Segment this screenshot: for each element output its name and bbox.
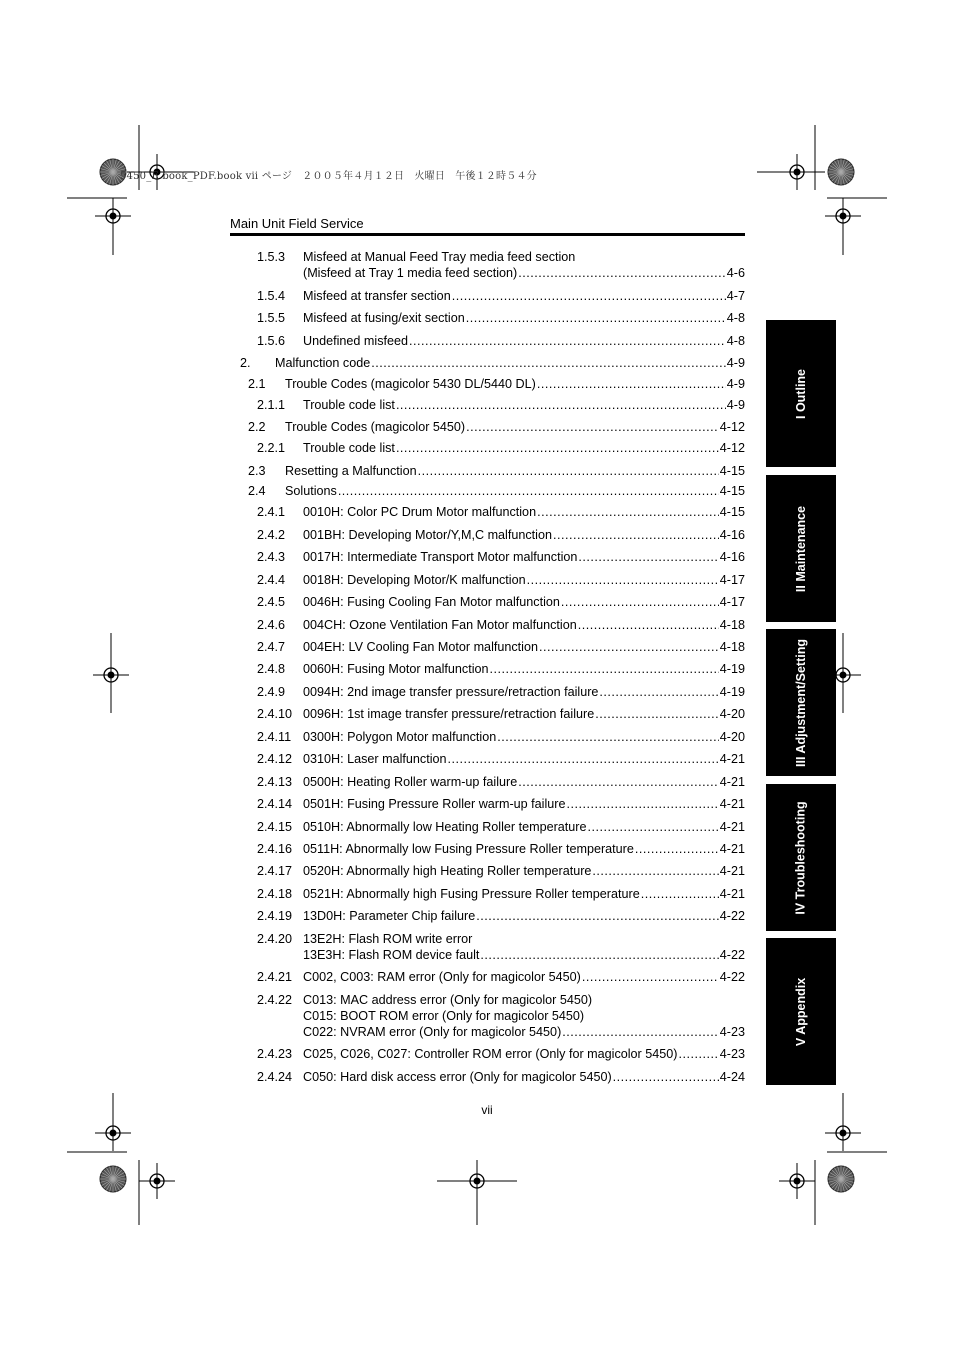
toc-entry[interactable] xyxy=(230,440,745,456)
dot-leader xyxy=(641,886,719,902)
toc-entry[interactable] xyxy=(230,463,745,479)
color-rosette-icon xyxy=(828,159,854,185)
dot-leader xyxy=(578,549,718,565)
toc-entry-number: 1.5.6 xyxy=(257,334,286,348)
section-tab-label: IV Troubleshooting xyxy=(794,800,809,915)
section-tab[interactable] xyxy=(766,475,836,622)
dot-leader xyxy=(418,463,719,479)
toc-entry[interactable] xyxy=(230,1046,745,1062)
toc-entry-title: 0046H: Fusing Cooling Fan Motor malfunction xyxy=(303,595,560,609)
toc-entry-title: Undefined misfeed xyxy=(303,334,409,348)
toc-entry[interactable] xyxy=(230,527,745,543)
toc-entry-title: 0520H: Abnormally high Heating Roller temperature xyxy=(303,864,592,878)
toc-entry-page: 4-23 xyxy=(719,1047,745,1061)
toc-entry[interactable] xyxy=(230,729,745,745)
dot-leader xyxy=(452,288,726,304)
toc-entry-title: 0511H: Abnormally low Fusing Pressure Roller temperature xyxy=(303,842,634,856)
section-tab[interactable] xyxy=(766,320,836,467)
toc-entry-title: Misfeed at Manual Feed Tray media feed section xyxy=(303,250,576,264)
toc-entry-number: 2.4.5 xyxy=(257,595,286,609)
toc-entry-number: 1.5.5 xyxy=(257,311,286,325)
toc-entry-number: 2.4.10 xyxy=(257,707,293,721)
toc-entry-title: C022: NVRAM error (Only for magicolor 5450) xyxy=(303,1025,562,1039)
page-number: vii xyxy=(481,1103,493,1117)
toc-entry-title: 0310H: Laser malfunction xyxy=(303,752,447,766)
toc-entry-number: 2.4.7 xyxy=(257,640,286,654)
toc-entry[interactable] xyxy=(230,863,745,879)
toc-entry[interactable] xyxy=(230,310,745,326)
color-rosette-icon xyxy=(100,1166,126,1192)
toc-entry-number: 2.2 xyxy=(248,420,266,434)
toc-entry-page: 4-15 xyxy=(719,505,745,519)
toc-entry-number: 2.4.12 xyxy=(257,752,293,766)
dot-leader xyxy=(497,729,719,745)
section-tab-label: III Adjustment/Setting xyxy=(794,638,809,767)
toc-entry[interactable] xyxy=(230,288,745,304)
toc-entry-number: 2.4 xyxy=(248,484,266,498)
toc-entry-number: 2.4.20 xyxy=(257,932,293,946)
dot-leader xyxy=(371,355,726,371)
toc-entry[interactable] xyxy=(230,1069,745,1085)
toc-entry-title: 0060H: Fusing Motor malfunction xyxy=(303,662,489,676)
toc-entry-page: 4-20 xyxy=(719,730,745,744)
toc-entry-title: C050: Hard disk access error (Only for magicolor 5450) xyxy=(303,1070,612,1084)
toc-entry-page: 4-6 xyxy=(726,266,745,280)
dot-leader xyxy=(466,419,719,435)
toc-entry-title: Resetting a Malfunction xyxy=(285,464,417,478)
toc-entry-page: 4-19 xyxy=(719,662,745,676)
toc-entry[interactable] xyxy=(230,617,745,633)
toc-entry-number: 2.1.1 xyxy=(257,398,286,412)
toc-entry-title: Misfeed at fusing/exit section xyxy=(303,311,465,325)
toc-entry-page: 4-15 xyxy=(719,484,745,498)
toc-entry-page: 4-21 xyxy=(719,842,745,856)
dot-leader xyxy=(595,706,719,722)
section-tab[interactable] xyxy=(766,629,836,776)
toc-entry-title: 0501H: Fusing Pressure Roller warm-up failure xyxy=(303,797,566,811)
toc-entry-page: 4-21 xyxy=(719,797,745,811)
section-tab-label: I Outline xyxy=(794,368,808,419)
toc-entry[interactable] xyxy=(230,992,745,1040)
toc-entry-title: 004CH: Ozone Ventilation Fan Motor malfunction xyxy=(303,618,577,632)
toc-entry-number: 2. xyxy=(240,356,251,370)
toc-entry[interactable] xyxy=(230,594,745,610)
toc-entry-number: 2.4.1 xyxy=(257,505,286,519)
toc-entry[interactable] xyxy=(230,751,745,767)
toc-entry-title: C002, C003: RAM error (Only for magicolor 5450) xyxy=(303,970,581,984)
toc-entry-page: 4-22 xyxy=(719,948,745,962)
toc-entry-page: 4-9 xyxy=(726,377,745,391)
toc-entry-page: 4-12 xyxy=(719,441,745,455)
toc-entry[interactable] xyxy=(230,969,745,985)
toc-entry-title: 13E2H: Flash ROM write error xyxy=(303,932,473,946)
toc-entry-number: 2.4.17 xyxy=(257,864,293,878)
toc-entry-number: 2.4.8 xyxy=(257,662,286,676)
toc-entry-number: 2.4.24 xyxy=(257,1070,293,1084)
toc-entry-page: 4-18 xyxy=(719,640,745,654)
toc-entry[interactable] xyxy=(230,355,745,371)
running-title: Main Unit Field Service xyxy=(230,216,364,231)
toc-entry-page: 4-15 xyxy=(719,464,745,478)
dot-leader xyxy=(396,440,719,456)
toc-entry-number: 2.3 xyxy=(248,464,266,478)
dot-leader xyxy=(409,333,726,349)
dot-leader xyxy=(678,1046,718,1062)
toc-entry-title: 0017H: Intermediate Transport Motor malfunction xyxy=(303,550,578,564)
dot-leader xyxy=(537,376,726,392)
toc-entry-page: 4-21 xyxy=(719,752,745,766)
toc-entry-number: 2.4.2 xyxy=(257,528,286,542)
dot-leader xyxy=(578,617,719,633)
dot-leader xyxy=(566,796,718,812)
dot-leader xyxy=(588,819,719,835)
toc-entry-page: 4-7 xyxy=(726,289,745,303)
toc-entry[interactable] xyxy=(230,886,745,902)
toc-entry[interactable] xyxy=(230,706,745,722)
toc-entry[interactable] xyxy=(230,931,745,963)
dot-leader xyxy=(518,265,726,281)
toc-entry-title: Trouble code list xyxy=(303,441,395,455)
toc-entry-number: 2.4.4 xyxy=(257,573,286,587)
section-tab-label: V Appendix xyxy=(793,977,808,1046)
print-header: 5450_E.book_PDF.book vii ページ ２００５年４月１２日 火曜日 午後１２時５４分 xyxy=(120,171,537,182)
toc-entry-title: 0500H: Heating Roller warm-up failure xyxy=(303,775,518,789)
toc-entry[interactable] xyxy=(230,639,745,655)
header-rule xyxy=(230,233,745,236)
toc-entry[interactable] xyxy=(230,572,745,588)
toc-entry-page: 4-9 xyxy=(726,398,745,412)
toc-entry-title: (Misfeed at Tray 1 media feed section) xyxy=(303,266,518,280)
dot-leader xyxy=(480,947,718,963)
toc-entry-page: 4-22 xyxy=(719,970,745,984)
dot-leader xyxy=(599,684,718,700)
toc-entry-number: 2.1 xyxy=(248,377,266,391)
toc-entry[interactable] xyxy=(230,397,745,413)
toc-entry-page: 4-8 xyxy=(726,334,745,348)
toc-entry[interactable] xyxy=(230,419,745,435)
dot-leader xyxy=(553,527,719,543)
toc-entry[interactable] xyxy=(230,684,745,700)
toc-entry-title: Solutions xyxy=(285,484,337,498)
toc-entry-title: 0521H: Abnormally high Fusing Pressure Roller temperature xyxy=(303,887,640,901)
toc-entry-page: 4-21 xyxy=(719,820,745,834)
toc-entry-title: 0096H: 1st image transfer pressure/retraction failure xyxy=(303,707,595,721)
color-rosette-icon xyxy=(828,1166,854,1192)
toc-entry-number: 2.4.6 xyxy=(257,618,286,632)
toc-entry[interactable] xyxy=(230,376,745,392)
toc-entry-number: 2.4.3 xyxy=(257,550,286,564)
toc-entry-page: 4-20 xyxy=(719,707,745,721)
toc-entry-number: 1.5.3 xyxy=(257,250,286,264)
toc-entry[interactable] xyxy=(230,841,745,857)
toc-entry-title: Trouble Codes (magicolor 5430 DL/5440 DL) xyxy=(285,377,536,391)
toc-entry-page: 4-21 xyxy=(719,887,745,901)
toc-entry[interactable] xyxy=(230,333,745,349)
toc-entry[interactable] xyxy=(230,819,745,835)
toc-entry-page: 4-12 xyxy=(719,420,745,434)
toc-entry-number: 2.4.14 xyxy=(257,797,293,811)
toc-entry-page: 4-9 xyxy=(726,356,745,370)
toc-entry-number: 1.5.4 xyxy=(257,289,286,303)
toc-entry-page: 4-22 xyxy=(719,909,745,923)
dot-leader xyxy=(635,841,719,857)
toc-entry[interactable] xyxy=(230,796,745,812)
dot-leader xyxy=(527,572,719,588)
toc-entry-title: 0094H: 2nd image transfer pressure/retraction failure xyxy=(303,685,599,699)
dot-leader xyxy=(613,1069,719,1085)
dot-leader xyxy=(448,751,719,767)
toc-entry-page: 4-16 xyxy=(719,528,745,542)
toc-entry-title: 0018H: Developing Motor/K malfunction xyxy=(303,573,526,587)
toc-entry-title: 13E3H: Flash ROM device fault xyxy=(303,948,480,962)
toc-entry-page: 4-8 xyxy=(726,311,745,325)
toc-entry-number: 2.4.23 xyxy=(257,1047,293,1061)
toc-entry-number: 2.4.16 xyxy=(257,842,293,856)
toc-entry-page: 4-21 xyxy=(719,775,745,789)
dot-leader xyxy=(338,483,719,499)
toc-entry-title: Misfeed at transfer section xyxy=(303,289,451,303)
toc-entry[interactable] xyxy=(230,483,745,499)
toc-entry-title: 004EH: LV Cooling Fan Motor malfunction xyxy=(303,640,538,654)
toc-entry-page: 4-23 xyxy=(719,1025,745,1039)
toc-entry-number: 2.4.21 xyxy=(257,970,293,984)
toc-entry-number: 2.2.1 xyxy=(257,441,286,455)
toc-entry-number: 2.4.9 xyxy=(257,685,286,699)
section-tab-label: II Maintenance xyxy=(794,505,809,592)
toc-entry-title: C015: BOOT ROM error (Only for magicolor 5450) xyxy=(303,1009,585,1023)
toc-entry-title: 0300H: Polygon Motor malfunction xyxy=(303,730,497,744)
toc-entry-number: 2.4.22 xyxy=(257,993,293,1007)
toc-entry-page: 4-16 xyxy=(719,550,745,564)
dot-leader xyxy=(396,397,726,413)
toc-entry-page: 4-19 xyxy=(719,685,745,699)
toc-entry-number: 2.4.18 xyxy=(257,887,293,901)
toc-entry[interactable] xyxy=(230,908,745,924)
toc-entry-number: 2.4.15 xyxy=(257,820,293,834)
toc-entry-title: 0510H: Abnormally low Heating Roller temperature xyxy=(303,820,587,834)
dot-leader xyxy=(539,639,719,655)
toc-entry-number: 2.4.11 xyxy=(257,730,292,744)
dot-leader xyxy=(490,661,719,677)
toc-entry-title: 001BH: Developing Motor/Y,M,C malfunction xyxy=(303,528,552,542)
section-tab[interactable] xyxy=(766,938,836,1085)
toc-entry[interactable] xyxy=(230,249,745,281)
toc-entry[interactable] xyxy=(230,549,745,565)
toc-entry-page: 4-17 xyxy=(719,595,745,609)
toc-entry-title: 13D0H: Parameter Chip failure xyxy=(303,909,476,923)
toc-entry-page: 4-24 xyxy=(719,1070,745,1084)
dot-leader xyxy=(562,1024,719,1040)
dot-leader xyxy=(518,774,719,790)
toc-entry-title: Trouble Codes (magicolor 5450) xyxy=(285,420,466,434)
dot-leader xyxy=(476,908,719,924)
toc-entry-page: 4-18 xyxy=(719,618,745,632)
toc-entry-page: 4-21 xyxy=(719,864,745,878)
dot-leader xyxy=(592,863,718,879)
toc-entry-number: 2.4.19 xyxy=(257,909,293,923)
toc-entry-title: C013: MAC address error (Only for magicolor 5450) xyxy=(303,993,593,1007)
toc-entry-title: C025, C026, C027: Controller ROM error (Only for magicolor 5450) xyxy=(303,1047,678,1061)
toc-entry-title: Trouble code list xyxy=(303,398,395,412)
section-tab[interactable] xyxy=(766,784,836,931)
toc-entry[interactable] xyxy=(230,504,745,520)
dot-leader xyxy=(537,504,719,520)
dot-leader xyxy=(582,969,719,985)
toc-entry-title: Malfunction code xyxy=(275,356,371,370)
dot-leader xyxy=(561,594,719,610)
toc-entry-number: 2.4.13 xyxy=(257,775,293,789)
toc-entry[interactable] xyxy=(230,661,745,677)
toc-entry[interactable] xyxy=(230,774,745,790)
dot-leader xyxy=(466,310,726,326)
toc-entry-page: 4-17 xyxy=(719,573,745,587)
toc-entry-title: 0010H: Color PC Drum Motor malfunction xyxy=(303,505,537,519)
